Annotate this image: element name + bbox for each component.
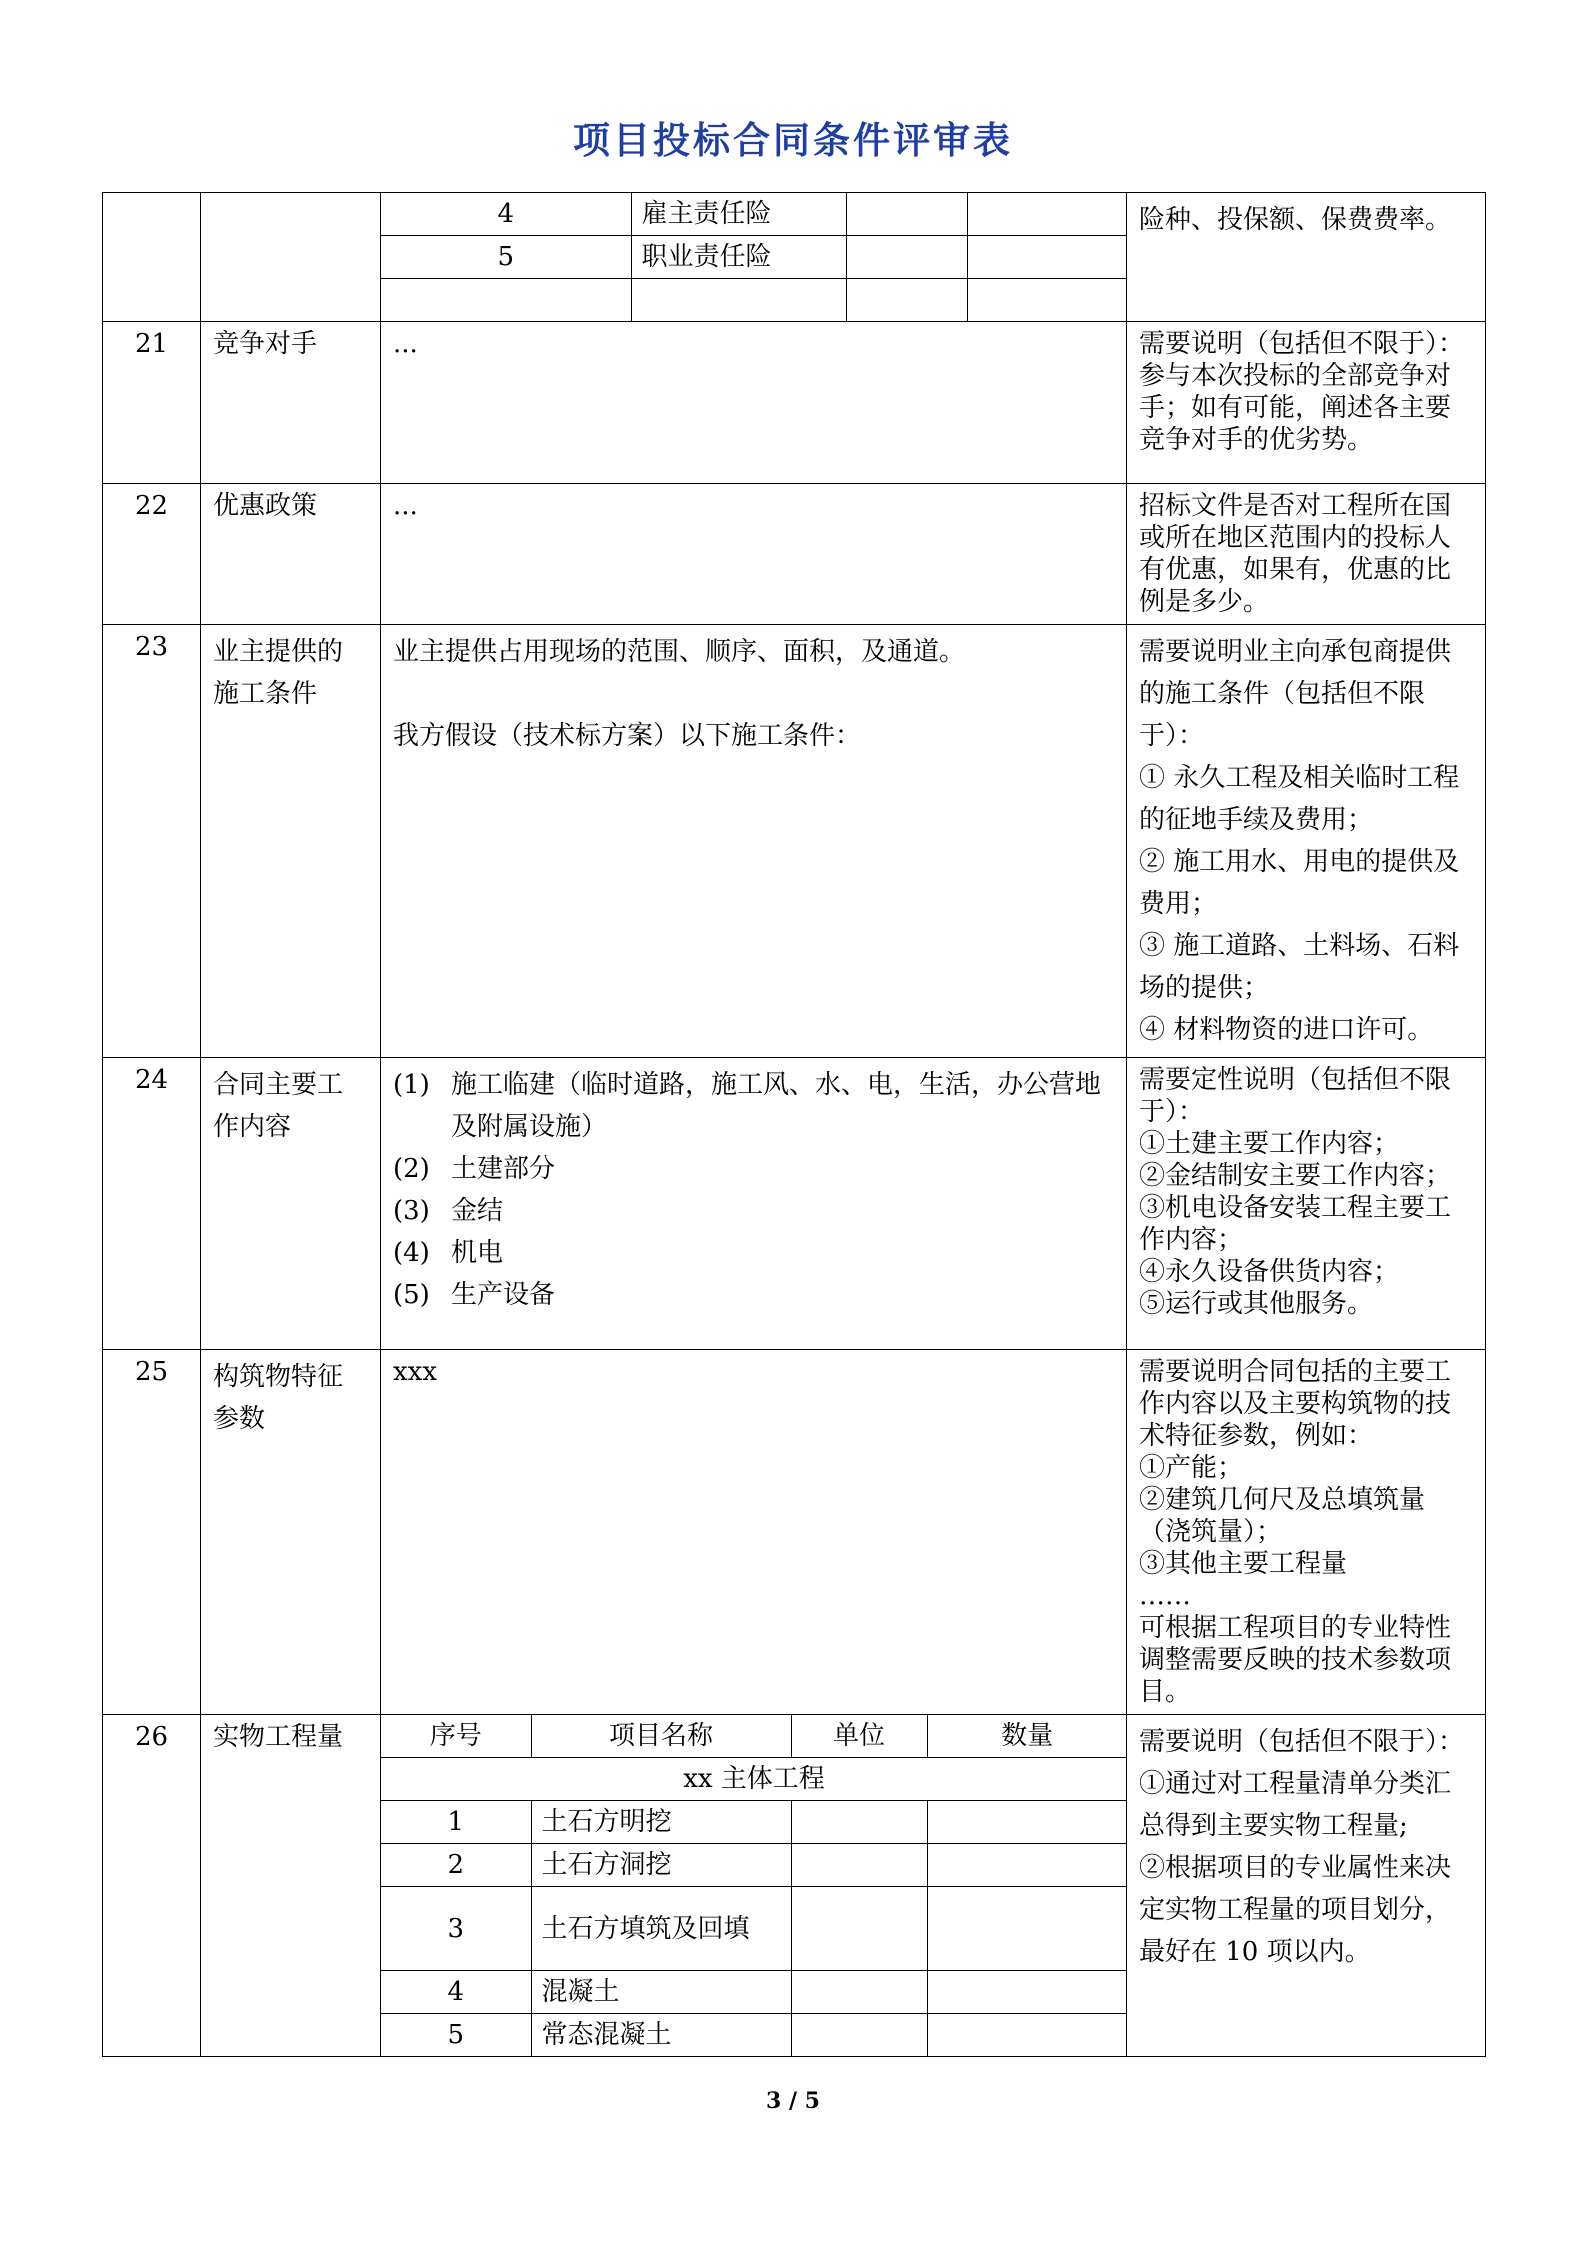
quantity-row: 5 常态混凝土 [381,2014,1127,2057]
row-note: 需要说明合同包括的主要工作内容以及主要构筑物的技术特征参数，例如： ①产能； ②建筑几何尺及总填筑量（浇筑量）； ③其他主要工程量 …… 可根据工程项目的专业特性调整需要反映的技术参数项目。 [1127,1350,1486,1715]
table-row [103,625,1486,1058]
row-content: ... [381,484,1127,625]
table-row [103,484,1486,625]
row-number: 26 [103,1715,201,2057]
row-note: 需要说明（包括但不限于）：参与本次投标的全部竞争对手；如有可能，阐述各主要竞争对手的优劣势。 [1127,322,1486,484]
row-number: 21 [103,322,201,484]
table-row [103,1058,1486,1350]
quantity-row: 2 土石方洞挖 [381,1844,1127,1887]
table-row [103,322,1486,484]
list-item: (5) 生产设备 [393,1280,556,1310]
quantity-row: 1 土石方明挖 [381,1801,1127,1844]
list-item: (3) 金结 [393,1196,504,1226]
row-content: ... [381,322,1127,484]
list-item: (1) 施工临建（临时道路，施工风、水、电，生活，办公营地及附属设施） [393,1070,1102,1142]
row-note: 需要定性说明（包括但不限于）： ①土建主要工作内容； ②金结制安主要工作内容； ③机电设备安装工程主要工作内容； ④永久设备供货内容； ⑤运行或其他服务。 [1127,1058,1486,1350]
list-item: (2) 土建部分 [393,1154,556,1184]
row-note: 需要说明（包括但不限于）： ①通过对工程量清单分类汇总得到主要实物工程量; ②根据项目的专业属性来决定实物工程量的项目划分，最好在 10 项以内。 [1127,1715,1486,2057]
insurance-subtable [381,193,1127,321]
insurance-note: 险种、投保额、保费费率。 [1127,193,1486,322]
row-number: 25 [103,1350,201,1715]
row-item: 实物工程量 [201,1715,381,2057]
quantity-subtable [381,1715,1127,2056]
row-content: xxx [381,1350,1127,1715]
row-number: 22 [103,484,201,625]
row-content [381,1058,1127,1350]
insurance-row [381,279,1127,322]
page-number: 3 / 5 [766,2088,820,2114]
row-number: 24 [103,1058,201,1350]
row-content: 业主提供占用现场的范围、顺序、面积，及通道。 我方假设（技术标方案）以下施工条件： [381,625,1127,1058]
row-item: 构筑物特征参数 [201,1350,381,1715]
list-item: (4) 机电 [393,1238,504,1268]
table-row [103,1350,1486,1715]
quantity-row: 4 混凝土 [381,1971,1127,2014]
table-row [103,193,1486,322]
document-title: 项目投标合同条件评审表 [573,118,1013,162]
row-item: 竞争对手 [201,322,381,484]
quantity-header-row: 序号 项目名称 单位 数量 [381,1715,1127,1758]
quantity-group-row: xx 主体工程 [381,1758,1127,1801]
insurance-row: 5 职业责任险 [381,236,1127,279]
review-table [102,192,1486,2057]
row-note: 需要说明业主向承包商提供的施工条件（包括但不限于）： ① 永久工程及相关临时工程的征地手续及费用； ② 施工用水、用电的提供及费用； ③ 施工道路、土料场、石料场的提供； ④ 材料物资的进口许可。 [1127,625,1486,1058]
table-row [103,1715,1486,2057]
row-note: 招标文件是否对工程所在国或所在地区范围内的投标人有优惠，如果有，优惠的比例是多少。 [1127,484,1486,625]
quantity-row: 3 土石方填筑及回填 [381,1887,1127,1971]
row-item: 优惠政策 [201,484,381,625]
row-item: 业主提供的施工条件 [201,625,381,1058]
insurance-row: 4 雇主责任险 [381,193,1127,236]
row-number: 23 [103,625,201,1058]
row-item: 合同主要工作内容 [201,1058,381,1350]
